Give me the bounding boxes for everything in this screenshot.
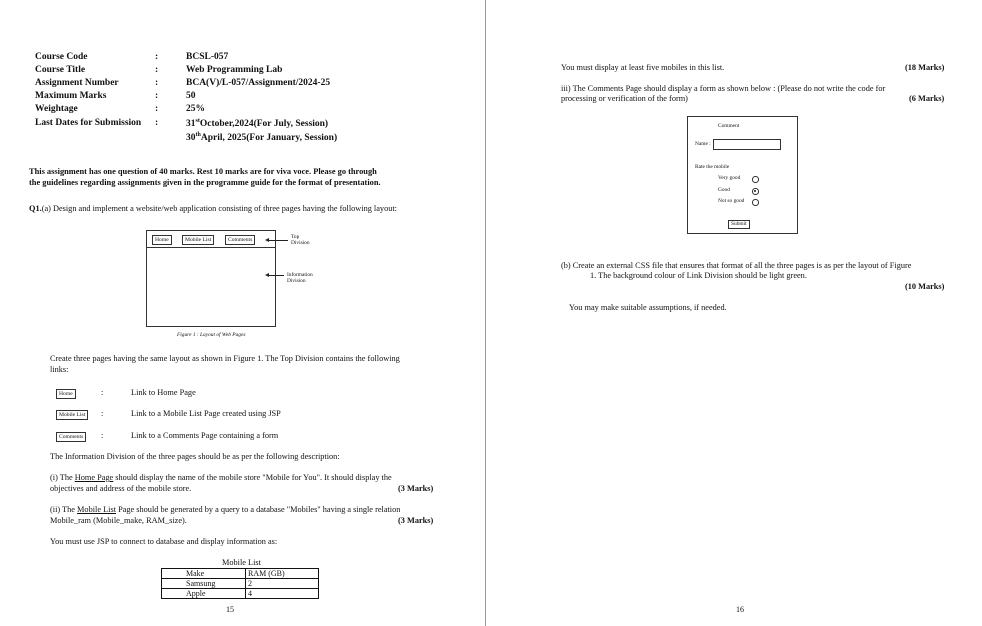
form-option-not-so-good-label: Not so good bbox=[718, 198, 745, 204]
info-division-description: The Information Division of the three pages should be as per the following description: bbox=[50, 452, 340, 461]
part-b-line-1: (b) Create an external CSS file that ensures that format of all the three pages is as per the layout of Figure bbox=[561, 261, 912, 270]
part-iii-line-1: iii) The Comments Page should display a form as shown below : (Please do not write the code for bbox=[561, 84, 886, 93]
part-i-line-2: objectives and address of the mobile store. bbox=[50, 484, 192, 493]
meta-value-assignment-number: BCA(V)/L-057/Assignment/2024-25 bbox=[186, 78, 331, 88]
question-1: Q1.(a) Design and implement a website/web application consisting of three pages having the following layout: bbox=[29, 204, 397, 213]
comment-form-figure bbox=[687, 116, 798, 234]
figure-nav-home: Home bbox=[152, 235, 172, 245]
meta-label-course-title: Course Title bbox=[35, 65, 86, 75]
figure-caption: Figure 1 : Layout of Web Pages bbox=[177, 332, 246, 338]
page-16 bbox=[486, 0, 982, 626]
form-name-input bbox=[713, 139, 781, 150]
meta-colon: : bbox=[155, 65, 159, 75]
create-line-2: links: bbox=[50, 365, 69, 374]
part-iii-marks: (6 Marks) bbox=[909, 94, 945, 103]
figure-top-label-division: Division bbox=[291, 240, 310, 246]
figure-top-label: Top bbox=[291, 234, 300, 240]
table-title: Mobile List bbox=[222, 558, 261, 567]
part-i-line-1: (i) The Home Page should display the name of the mobile store "Mobile for You". It should display the bbox=[50, 473, 392, 482]
meta-label-assignment-number: Assignment Number bbox=[35, 78, 119, 88]
page-number-16: 16 bbox=[736, 605, 744, 614]
table-cell-ram: 4 bbox=[246, 589, 319, 599]
form-rate-label: Rate the mobile bbox=[695, 164, 730, 170]
five-mobiles-line: You must display at least five mobiles in this list. bbox=[561, 63, 725, 72]
create-line-1: Create three pages having the same layout as shown in Figure 1. The Top Division contains the following bbox=[50, 354, 400, 363]
part-ii-marks: (3 Marks) bbox=[398, 516, 434, 525]
link-btn-comments: Comments bbox=[56, 432, 86, 442]
part-ii-line-1: (ii) The Mobile List Page should be generated by a query to a database "Mobiles" having a single relation bbox=[50, 505, 401, 514]
table-row bbox=[162, 579, 319, 589]
link-btn-home: Home bbox=[56, 389, 76, 399]
link-btn-mobile-list: Mobile List bbox=[56, 410, 88, 420]
intro-line-1: This assignment has one question of 40 marks. Rest 10 marks are for viva voce. Please go through bbox=[29, 167, 377, 176]
part-b-marks: (10 Marks) bbox=[905, 282, 945, 291]
meta-colon: : bbox=[155, 91, 159, 101]
meta-colon: : bbox=[155, 52, 159, 62]
meta-value-last-date-july: 31stOctober,2024(For July, Session) bbox=[186, 118, 329, 130]
table-cell-ram: 2 bbox=[246, 579, 319, 589]
assumptions-line: You may make suitable assumptions, if needed. bbox=[569, 303, 727, 312]
table-cell-make: Apple bbox=[162, 589, 246, 599]
jsp-instruction: You must use JSP to connect to database and display information as: bbox=[50, 537, 278, 546]
form-option-good-label: Good bbox=[718, 187, 730, 193]
figure-nav-mobile-list: Mobile List bbox=[182, 235, 214, 245]
five-mobiles-marks: (18 Marks) bbox=[905, 63, 945, 72]
figure-info-label: Information bbox=[287, 272, 313, 278]
meta-label-last-dates: Last Dates for Submission bbox=[35, 118, 142, 128]
meta-label-course-code: Course Code bbox=[35, 52, 88, 62]
meta-colon: : bbox=[155, 118, 159, 128]
link-desc-home: Link to Home Page bbox=[131, 388, 196, 397]
intro-line-2: the guidelines regarding assignments given in the programme guide for the format of presentation. bbox=[29, 178, 381, 187]
figure-info-label-division: Division bbox=[287, 278, 306, 284]
figure-nav-comments: Comments bbox=[225, 235, 255, 245]
mobile-list-table bbox=[161, 568, 319, 599]
meta-value-maximum-marks: 50 bbox=[186, 91, 196, 101]
form-option-very-good-label: Very good bbox=[718, 175, 741, 181]
meta-label-weightage: Weightage bbox=[35, 104, 78, 114]
link-desc-mobile-list: Link to a Mobile List Page created using JSP bbox=[131, 409, 281, 418]
meta-value-weightage: 25% bbox=[186, 104, 205, 114]
arrow-left-icon bbox=[268, 275, 284, 276]
table-row bbox=[162, 589, 319, 599]
meta-colon: : bbox=[155, 104, 159, 114]
radio-good bbox=[752, 188, 759, 195]
meta-value-last-date-january: 30thApril, 2025(For January, Session) bbox=[186, 132, 338, 144]
meta-colon: : bbox=[155, 78, 159, 88]
radio-not-so-good bbox=[752, 199, 759, 206]
link-colon: : bbox=[101, 409, 104, 418]
meta-value-course-title: Web Programming Lab bbox=[186, 65, 283, 75]
page-15 bbox=[0, 0, 485, 626]
link-colon: : bbox=[101, 431, 104, 440]
page-number-15: 15 bbox=[226, 605, 234, 614]
form-submit-button: Submit bbox=[728, 220, 750, 229]
table-header-row bbox=[162, 569, 319, 579]
form-name-label: Name : bbox=[695, 141, 711, 147]
part-ii-line-2: Mobile_ram (Mobile_make, RAM_size). bbox=[50, 516, 187, 525]
link-desc-comments: Link to a Comments Page containing a form bbox=[131, 431, 279, 440]
table-header-make: Make bbox=[162, 569, 246, 579]
arrow-left-icon bbox=[268, 240, 288, 241]
table-header-ram: RAM (GB) bbox=[246, 569, 319, 579]
part-i-marks: (3 Marks) bbox=[398, 484, 434, 493]
meta-label-maximum-marks: Maximum Marks bbox=[35, 91, 107, 101]
part-iii-line-2: processing or verification of the form) bbox=[561, 94, 688, 103]
table-cell-make: Samsung bbox=[162, 579, 246, 589]
figure-information-division bbox=[146, 246, 276, 327]
radio-very-good bbox=[752, 176, 759, 183]
form-title: Comment bbox=[718, 123, 740, 129]
part-b-line-2: 1. The background colour of Link Division should be light green. bbox=[590, 271, 807, 280]
link-colon: : bbox=[101, 388, 104, 397]
meta-value-course-code: BCSL-057 bbox=[186, 52, 229, 62]
